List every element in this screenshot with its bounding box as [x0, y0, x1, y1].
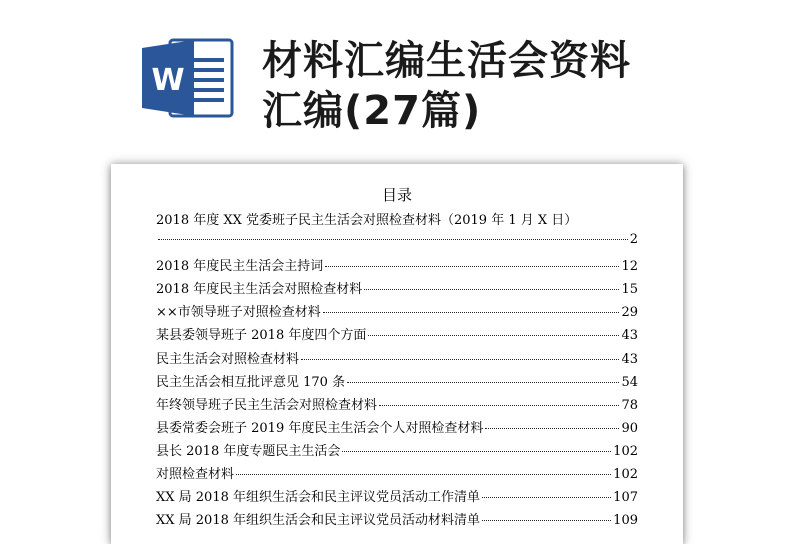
toc-dot-leader — [323, 312, 620, 313]
title-line-2: 汇编(27篇) — [262, 88, 482, 134]
toc-page-number: 12 — [621, 259, 638, 275]
toc-entry — [156, 486, 638, 509]
toc-dot-leader — [364, 289, 619, 290]
toc-entry-label: 某县委领导班子 2018 年度四个方面 — [156, 328, 367, 344]
toc-dot-leader — [347, 382, 619, 383]
toc-entry-label: 县长 2018 年度专题民主生活会 — [156, 443, 341, 459]
toc-dot-leader — [482, 497, 611, 498]
toc-entry-label: XX 局 2018 年组织生活会和民主评议党员活动工作清单 — [156, 490, 480, 506]
toc-entry — [156, 417, 638, 440]
word-icon-letter: W — [151, 63, 185, 98]
toc-entry-label: 2018 年度民主生活会主持词 — [156, 259, 324, 275]
toc-entry — [156, 509, 638, 532]
toc-dot-leader — [236, 474, 611, 475]
document-page — [111, 164, 683, 544]
toc-dot-leader — [379, 405, 619, 406]
toc-first-entry — [156, 209, 638, 232]
table-of-contents — [156, 209, 638, 532]
toc-entry-label: 对照检查材料 — [156, 467, 235, 483]
toc-entry — [156, 463, 638, 486]
toc-page-number: 54 — [621, 374, 638, 390]
toc-entry — [156, 440, 638, 463]
title-line-1: 材料汇编生活会资料 — [262, 38, 631, 84]
toc-page-number: 109 — [613, 513, 638, 529]
page-title — [262, 36, 702, 136]
toc-entry — [156, 324, 638, 347]
toc-entry — [156, 301, 638, 324]
toc-entry — [156, 232, 638, 255]
toc-entry — [156, 278, 638, 301]
toc-entry-label: XX 局 2018 年组织生活会和民主评议党员活动材料清单 — [156, 513, 480, 529]
toc-entry-label: 县委常委会班子 2019 年度民主生活会个人对照检查材料 — [156, 420, 484, 436]
toc-entry-label: 年终领导班子民主生活会对照检查材料 — [156, 397, 378, 413]
toc-dot-leader — [158, 239, 628, 240]
toc-heading: 目录 — [381, 186, 412, 204]
toc-page-number: 107 — [613, 490, 638, 506]
word-document-icon — [140, 36, 236, 120]
toc-dot-leader — [482, 520, 611, 521]
toc-entry — [156, 394, 638, 417]
toc-dot-leader — [342, 451, 611, 452]
toc-page-number: 2 — [629, 232, 638, 248]
toc-entry — [156, 371, 638, 394]
toc-dot-leader — [485, 428, 619, 429]
toc-page-number: 90 — [621, 420, 638, 436]
toc-entry-label: 民主生活会相互批评意见 170 条 — [156, 374, 346, 390]
toc-dot-leader — [368, 335, 619, 336]
toc-page-number: 29 — [621, 305, 638, 321]
toc-dot-leader — [301, 359, 619, 360]
toc-dot-leader — [325, 266, 619, 267]
toc-entry-label: 民主生活会对照检查材料 — [156, 351, 300, 367]
toc-page-number: 43 — [621, 351, 638, 367]
toc-page-number: 102 — [613, 467, 638, 483]
toc-entry-label: ××市领导班子对照检查材料 — [156, 305, 321, 321]
toc-entry — [156, 255, 638, 278]
toc-page-number: 102 — [613, 443, 638, 459]
toc-entry — [156, 348, 638, 371]
header — [0, 0, 800, 150]
toc-entry-label: 2018 年度民主生活会对照检查材料 — [156, 282, 363, 298]
toc-page-number: 78 — [621, 397, 638, 413]
toc-page-number: 43 — [621, 328, 638, 344]
toc-page-number: 15 — [621, 282, 638, 298]
toc-entry-label: 2018 年度 XX 党委班子民主生活会对照检查材料（2019 年 1 月 X 日） — [156, 213, 578, 228]
